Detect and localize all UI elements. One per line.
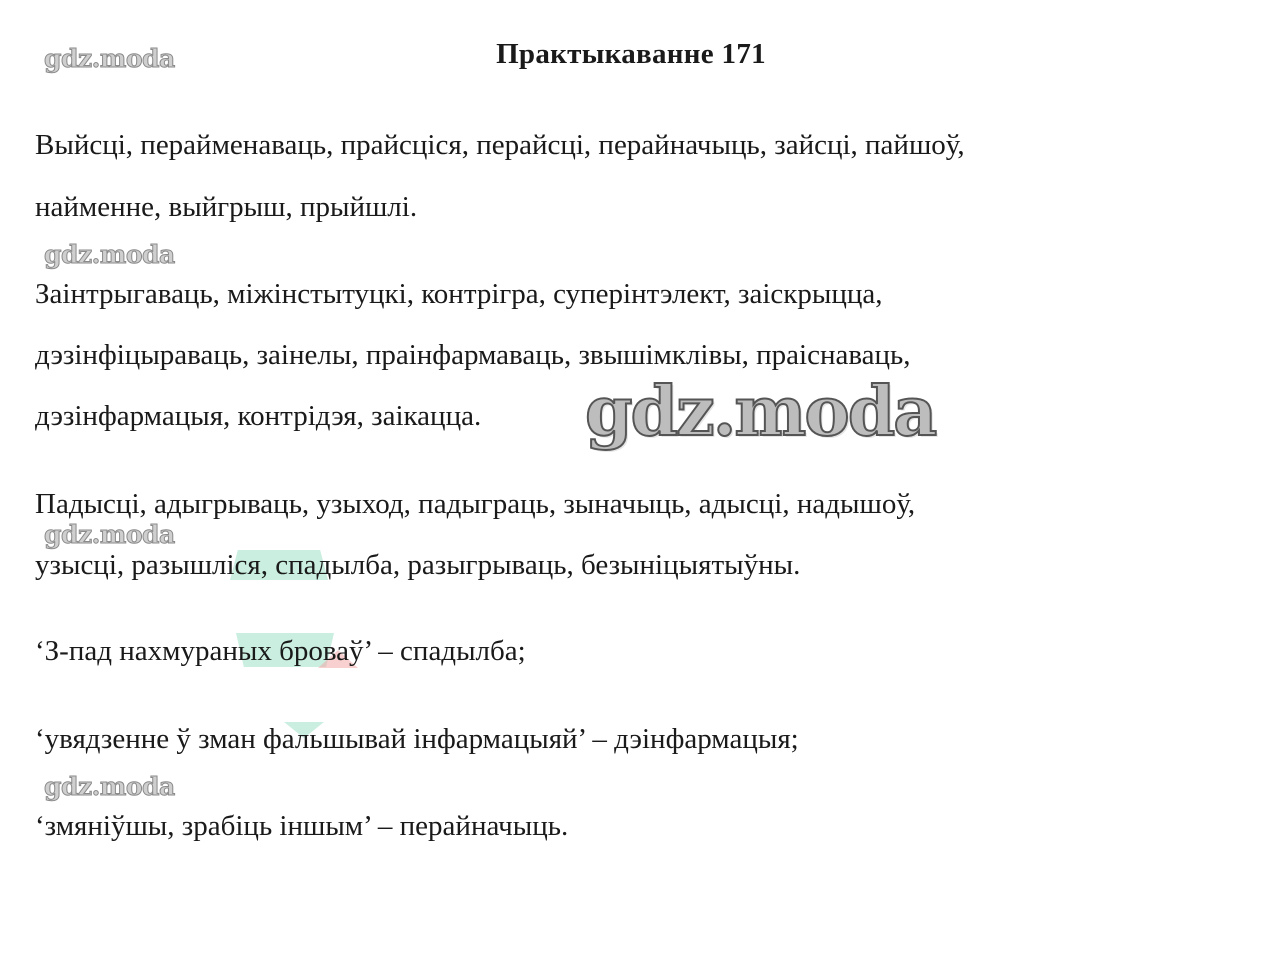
definition-line: ‘увядзенне ў зман фальшывай інфармацыяй’ – дэінфармацыя;	[35, 723, 799, 755]
definition-line: ‘змяніўшы, зрабіць іншым’ – перайначыць.	[35, 810, 569, 842]
text-line: найменне, выйгрыш, прыйшлі.	[35, 191, 418, 223]
watermark-logo: gdz.moda	[44, 520, 175, 549]
text-line: Падысці, адыгрываць, узыход, падыграць, зыначыць, адысці, надышоў,	[35, 488, 916, 520]
text-line: Заінтрыгаваць, міжінстытуцкі, контрігра, суперінтэлект, заіскрыцца,	[35, 278, 883, 310]
watermark-logo-large: gdz.moda	[585, 372, 936, 452]
watermark-logo: gdz.moda	[44, 44, 175, 73]
text-line: дэзінфіцыраваць, заінелы, праінфармаваць, звышімклівы, праіснаваць,	[35, 339, 911, 371]
text-line: узысці, разышліся, спадылба, разыгрываць, безыніцыятыўны.	[35, 549, 801, 581]
text-line: дэзінфармацыя, контрідэя, заікацца.	[35, 400, 482, 432]
definition-line: ‘З-пад нахмураных броваў’ – спадылба;	[35, 635, 526, 667]
watermark-logo: gdz.moda	[44, 772, 175, 801]
watermark-logo: gdz.moda	[44, 240, 175, 269]
text-line: Выйсці, перайменаваць, прайсціся, перайсці, перайначыць, зайсці, пайшоў,	[35, 129, 965, 161]
page-title: Практыкаванне 171	[496, 38, 766, 70]
